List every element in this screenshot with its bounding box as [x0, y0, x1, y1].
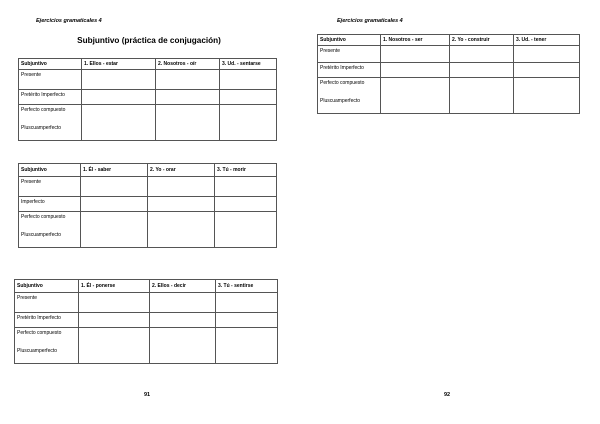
- answer-cell[interactable]: [220, 70, 277, 90]
- answer-cell[interactable]: [381, 63, 450, 78]
- conjugation-table-2: [18, 163, 277, 248]
- column-header: 3. Tú - sentirse: [216, 280, 278, 293]
- answer-cell[interactable]: [82, 70, 156, 90]
- table-header-row: [15, 280, 278, 293]
- answer-cell[interactable]: [82, 90, 156, 105]
- answer-cell[interactable]: [148, 177, 215, 197]
- right-page: [300, 0, 600, 424]
- answer-cell[interactable]: [156, 90, 220, 105]
- answer-cell[interactable]: [150, 313, 216, 328]
- conjugation-table-1: [18, 58, 277, 141]
- row-label: Imperfecto: [21, 199, 45, 205]
- table-row: [19, 70, 277, 90]
- row-label: Presente: [320, 48, 341, 54]
- table-row: [318, 78, 580, 114]
- answer-cell[interactable]: [450, 78, 514, 114]
- table-row: [318, 63, 580, 78]
- answer-cell[interactable]: [156, 105, 220, 141]
- answer-cell[interactable]: [156, 70, 220, 90]
- row-label-cell: [318, 46, 381, 63]
- table-row: [19, 212, 277, 248]
- column-header: 3. Ud. - sentarse: [220, 59, 277, 70]
- table-row: [318, 46, 580, 63]
- row-label: Pretérito Imperfecto: [21, 92, 65, 98]
- row-label-cell: [15, 328, 79, 364]
- row-label-cell: [19, 70, 82, 90]
- row-label: Pretérito Imperfecto: [320, 65, 364, 71]
- page-number: 92: [444, 392, 451, 398]
- table-row: [19, 90, 277, 105]
- conjugation-table-3: [14, 279, 278, 364]
- answer-cell[interactable]: [381, 78, 450, 114]
- table-row: [19, 197, 277, 212]
- answer-cell[interactable]: [381, 46, 450, 63]
- column-header: 1. Él - ponerse: [79, 280, 150, 293]
- table-row: [19, 105, 277, 141]
- answer-cell[interactable]: [215, 212, 277, 248]
- column-header: Subjuntivo: [19, 164, 81, 177]
- row-label-cell: [19, 212, 81, 248]
- row-label-cell: [19, 177, 81, 197]
- answer-cell[interactable]: [216, 328, 278, 364]
- column-header: 1. Nosotros - ser: [381, 35, 450, 46]
- answer-cell[interactable]: [450, 63, 514, 78]
- row-label: Pretérito Imperfecto: [17, 315, 61, 321]
- answer-cell[interactable]: [215, 197, 277, 212]
- table-header-row: [19, 59, 277, 70]
- row-label-cell: [19, 105, 82, 141]
- answer-cell[interactable]: [220, 90, 277, 105]
- page-title: Subjuntivo (práctica de conjugación): [77, 36, 221, 45]
- row-label: Perfecto compuesto: [21, 214, 66, 220]
- column-header: 1. Él - saber: [81, 164, 148, 177]
- column-header: 3. Ud. - tener: [514, 35, 580, 46]
- page-header: Ejercicios gramaticales 4: [36, 18, 102, 24]
- table-header-row: [318, 35, 580, 46]
- answer-cell[interactable]: [148, 212, 215, 248]
- column-header: 2. Ellos - decir: [150, 280, 216, 293]
- answer-cell[interactable]: [215, 177, 277, 197]
- column-header: 2. Nosotros - oír: [156, 59, 220, 70]
- column-header: Subjuntivo: [19, 59, 82, 70]
- table-row: [19, 177, 277, 197]
- answer-cell[interactable]: [220, 105, 277, 141]
- answer-cell[interactable]: [81, 197, 148, 212]
- row-label-cell: [15, 293, 79, 313]
- answer-cell[interactable]: [514, 78, 580, 114]
- answer-cell[interactable]: [150, 293, 216, 313]
- row-label: Pluscuamperfecto: [21, 232, 62, 238]
- row-label-cell: [19, 90, 82, 105]
- row-label: Perfecto compuesto: [320, 80, 365, 86]
- table-row: [15, 328, 278, 364]
- column-header: 2. Yo - construir: [450, 35, 514, 46]
- row-label-cell: [318, 63, 381, 78]
- column-header: 1. Ellos - estar: [82, 59, 156, 70]
- answer-cell[interactable]: [79, 328, 150, 364]
- answer-cell[interactable]: [81, 177, 148, 197]
- table-header-row: [19, 164, 277, 177]
- row-label: Pluscuamperfecto: [21, 125, 62, 131]
- conjugation-table-4: [317, 34, 580, 114]
- row-label-cell: [19, 197, 81, 212]
- row-label-cell: [15, 313, 79, 328]
- page-number: 91: [144, 392, 151, 398]
- answer-cell[interactable]: [150, 328, 216, 364]
- answer-cell[interactable]: [514, 46, 580, 63]
- column-header: Subjuntivo: [318, 35, 381, 46]
- answer-cell[interactable]: [216, 313, 278, 328]
- answer-cell[interactable]: [79, 293, 150, 313]
- row-label: Pluscuamperfecto: [17, 348, 58, 354]
- column-header: 3. Tú - morir: [215, 164, 277, 177]
- column-header: 2. Yo - orar: [148, 164, 215, 177]
- answer-cell[interactable]: [216, 293, 278, 313]
- row-label: Presente: [21, 179, 42, 185]
- table-row: [15, 313, 278, 328]
- answer-cell[interactable]: [82, 105, 156, 141]
- row-label: Presente: [21, 72, 42, 78]
- answer-cell[interactable]: [79, 313, 150, 328]
- answer-cell[interactable]: [450, 46, 514, 63]
- answer-cell[interactable]: [514, 63, 580, 78]
- table-row: [15, 293, 278, 313]
- row-label: Perfecto compuesto: [17, 330, 62, 336]
- row-label-cell: [318, 78, 381, 114]
- page-header: Ejercicios gramaticales 4: [337, 18, 403, 24]
- row-label: Presente: [17, 295, 38, 301]
- row-label: Pluscuamperfecto: [320, 98, 361, 104]
- answer-cell[interactable]: [148, 197, 215, 212]
- row-label: Perfecto compuesto: [21, 107, 66, 113]
- column-header: Subjuntivo: [15, 280, 79, 293]
- answer-cell[interactable]: [81, 212, 148, 248]
